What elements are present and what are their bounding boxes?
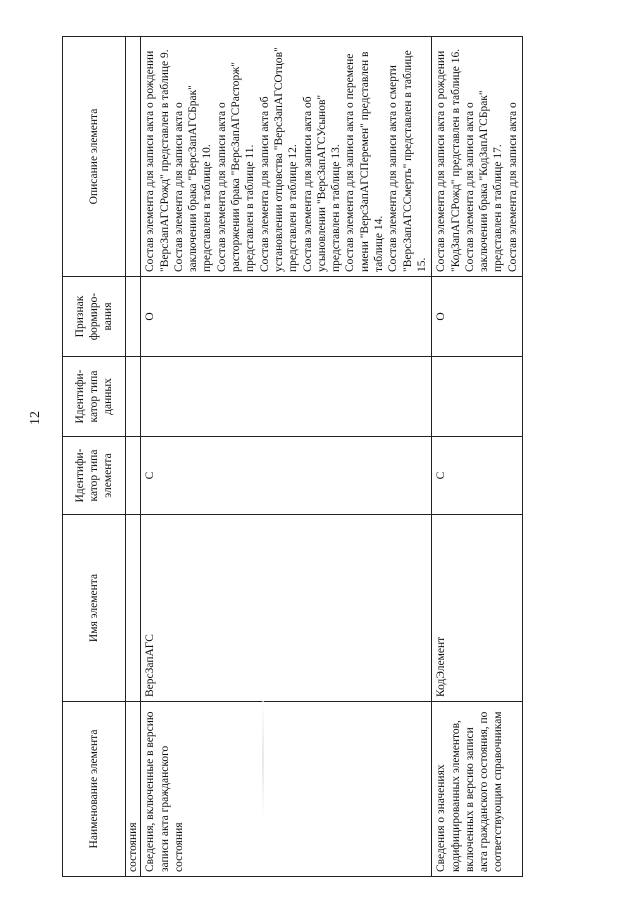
formation-cell: О (432, 277, 523, 357)
header-data-type-id: Идентифи-катор типа данных (63, 357, 126, 437)
formation-cell: О (141, 277, 432, 357)
description-cell (432, 37, 523, 277)
data-type-cell (141, 357, 432, 437)
data-type-cell (432, 357, 523, 437)
description-line: Состав элемента для записи акта о расторжении брака "ВерсЗапАГСРасторж" представлен в таблице 11. (215, 62, 257, 272)
header-element-name: Имя элемента (63, 515, 126, 702)
page-number: 12 (28, 411, 43, 425)
description-line: Состав элемента для записи акта о рождении "КодЗапАГСРожд" представлен в таблице 16. (435, 48, 462, 272)
header-description: Описание элемента (63, 37, 126, 277)
description-line: Состав элемента для записи акта о (506, 102, 519, 272)
description-line: Состав элемента для записи акта о заключении брака "КодЗапАГСБрак" представлен в таблице 17. (463, 90, 505, 272)
scan-artifact (262, 700, 264, 820)
element-title-cell: Сведения о значениях кодифицированных элементов, включенных в версию записи акта гражданского состояния, по соответствующим справочникам (432, 702, 523, 877)
table-row (432, 37, 523, 877)
description-line: Состав элемента для записи акта о заключении брака "ВерсЗапАГСБрак" представлен в таблице 10. (172, 85, 214, 272)
description-line: Состав элемента для записи акта об усыновлении "ВерсЗапАГСУсынов" представлен в таблице 13. (301, 94, 343, 272)
description-line: Состав элемента для записи акта об установлении отцовства "ВерсЗапАГСОтцов" представлен в таблице 12. (258, 47, 300, 272)
table-row (141, 37, 432, 877)
type-id-cell: С (432, 437, 523, 515)
description-cell (141, 37, 432, 277)
table-row (126, 37, 141, 877)
rotated-table-area (62, 37, 584, 877)
continuation-cell: состояния (126, 702, 141, 877)
description-line: Состав элемента для записи акта о рождении "ВерсЗапАГСРожд" представлен в таблице 9. (144, 49, 171, 272)
elements-table (62, 36, 523, 877)
table-header-row (63, 37, 126, 877)
header-formation-flag: Признак формиро-вания (63, 277, 126, 357)
header-element-type-id: Идентифи-катор типа элемента (63, 437, 126, 515)
description-line: Состав элемента для записи акта о перемене имени "ВерсЗапАГСПеремен" представлен в таблице 14. (344, 51, 386, 272)
element-title-cell: Сведения, включенные в версию записи акта гражданского состояния (141, 702, 432, 877)
description-line: Состав элемента для записи акта о смерти "ВерсЗапАГССмерть" представлен в таблице 15. (387, 50, 428, 272)
header-element-title: Наименование элемента (63, 702, 126, 877)
element-name-cell: КодЭлемент (432, 515, 523, 702)
element-name-cell: ВерсЗапАГС (141, 515, 432, 702)
type-id-cell: С (141, 437, 432, 515)
